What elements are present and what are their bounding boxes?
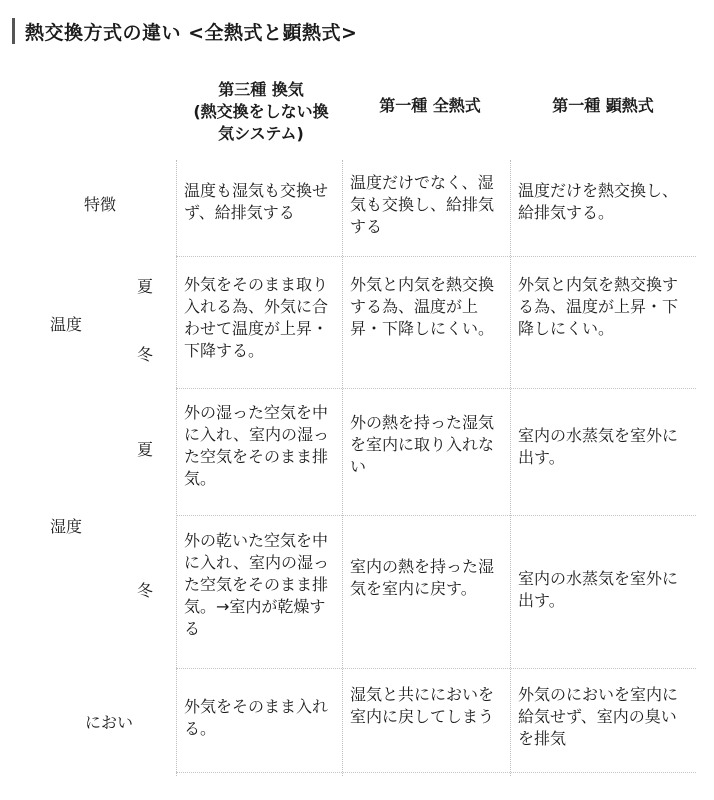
sub-label-humidity-winter xyxy=(130,578,160,604)
cell-humidity-winter-type1-sensible xyxy=(514,568,684,612)
cell-feature-type1-total-text: 温度だけでなく、湿気も交換し、給排気する xyxy=(350,173,495,236)
cell-feature-type1-sensible-text: 温度だけを熱交換し、給排気する。 xyxy=(518,181,679,222)
cell-humidity-winter-type3 xyxy=(180,530,340,640)
cell-temperature-type3 xyxy=(180,274,340,362)
row-label-temperature xyxy=(36,310,96,340)
row-divider xyxy=(176,772,696,773)
cell-temperature-type1-total-text: 外気と内気を熱交換する為、温度が上昇・下降しにくい。 xyxy=(350,275,495,338)
row-divider xyxy=(176,256,696,257)
sub-label-temp-summer-text: 夏 xyxy=(136,277,153,296)
row-label-feature-text: 特徴 xyxy=(83,195,116,214)
cell-odor-type1-total-text: 湿気と共ににおいを室内に戻してしまう xyxy=(350,685,495,726)
cell-humidity-winter-type1-total-text: 室内の熱を持った湿気を室内に戻す。 xyxy=(350,557,495,598)
cell-humidity-summer-type3 xyxy=(180,402,340,490)
sub-label-temp-winter xyxy=(130,342,160,368)
title-block xyxy=(12,18,357,44)
header-type1-total-text: 第一種 全熱式 xyxy=(379,96,481,115)
column-divider xyxy=(342,160,343,776)
sub-label-humidity-summer xyxy=(130,437,160,463)
column-divider xyxy=(176,160,177,776)
sub-label-temp-summer xyxy=(130,274,160,300)
row-divider xyxy=(176,515,696,516)
header-type3-text: 第三種 換気 (熱交換をしない換気システム) xyxy=(193,80,329,143)
cell-humidity-summer-type1-total-text: 外の熱を持った湿気を室内に取り入れない xyxy=(350,413,495,476)
cell-feature-type3 xyxy=(180,180,340,224)
row-label-humidity xyxy=(36,512,96,542)
row-label-humidity-text: 湿度 xyxy=(49,517,82,536)
cell-humidity-winter-type1-total xyxy=(346,556,508,600)
row-divider xyxy=(176,388,696,389)
cell-temperature-type1-total xyxy=(346,274,508,340)
column-divider xyxy=(510,160,511,776)
row-divider xyxy=(176,668,696,669)
cell-humidity-winter-type3-text: 外の乾いた空気を中に入れ、室内の湿った空気をそのまま排気。→室内が乾燥する xyxy=(184,531,329,638)
cell-odor-type1-sensible-text: 外気のにおいを室内に給気せず、室内の臭いを排気 xyxy=(518,685,679,748)
cell-feature-type3-text: 温度も湿気も交換せず、給排気する xyxy=(184,181,329,222)
header-type1-sensible-text: 第一種 顕熱式 xyxy=(552,96,654,115)
cell-odor-type1-sensible xyxy=(514,684,684,750)
header-type1-total xyxy=(346,86,514,126)
cell-odor-type3-text: 外気をそのまま入れる。 xyxy=(184,697,329,738)
cell-odor-type1-total xyxy=(346,684,508,728)
row-label-odor xyxy=(54,708,164,738)
row-label-feature xyxy=(40,190,160,220)
sub-label-humidity-summer-text: 夏 xyxy=(136,440,153,459)
row-label-temperature-text: 温度 xyxy=(49,315,82,334)
cell-humidity-winter-type1-sensible-text: 室内の水蒸気を室外に出す。 xyxy=(518,569,679,610)
row-label-odor-text: におい xyxy=(84,713,133,732)
header-type1-sensible xyxy=(514,86,692,126)
cell-feature-type1-total xyxy=(346,172,508,238)
cell-humidity-summer-type3-text: 外の湿った空気を中に入れ、室内の湿った空気をそのまま排気。 xyxy=(184,403,329,488)
cell-feature-type1-sensible xyxy=(514,180,684,224)
header-type3 xyxy=(178,72,344,152)
cell-humidity-summer-type1-sensible-text: 室内の水蒸気を室外に出す。 xyxy=(518,426,679,467)
page-title: 熱交換方式の違い <全熱式と顕熱式> xyxy=(25,21,358,44)
cell-temperature-type1-sensible-text: 外気と内気を熱交換する為、温度が上昇・下降しにくい。 xyxy=(518,275,679,338)
sub-label-humidity-winter-text: 冬 xyxy=(136,581,153,600)
cell-temperature-type3-text: 外気をそのまま取り入れる為、外気に合わせて温度が上昇・下降する。 xyxy=(184,275,329,360)
cell-humidity-summer-type1-total xyxy=(346,412,508,478)
cell-humidity-summer-type1-sensible xyxy=(514,425,684,469)
cell-odor-type3 xyxy=(180,696,340,740)
sub-label-temp-winter-text: 冬 xyxy=(136,345,153,364)
cell-temperature-type1-sensible xyxy=(514,274,684,340)
